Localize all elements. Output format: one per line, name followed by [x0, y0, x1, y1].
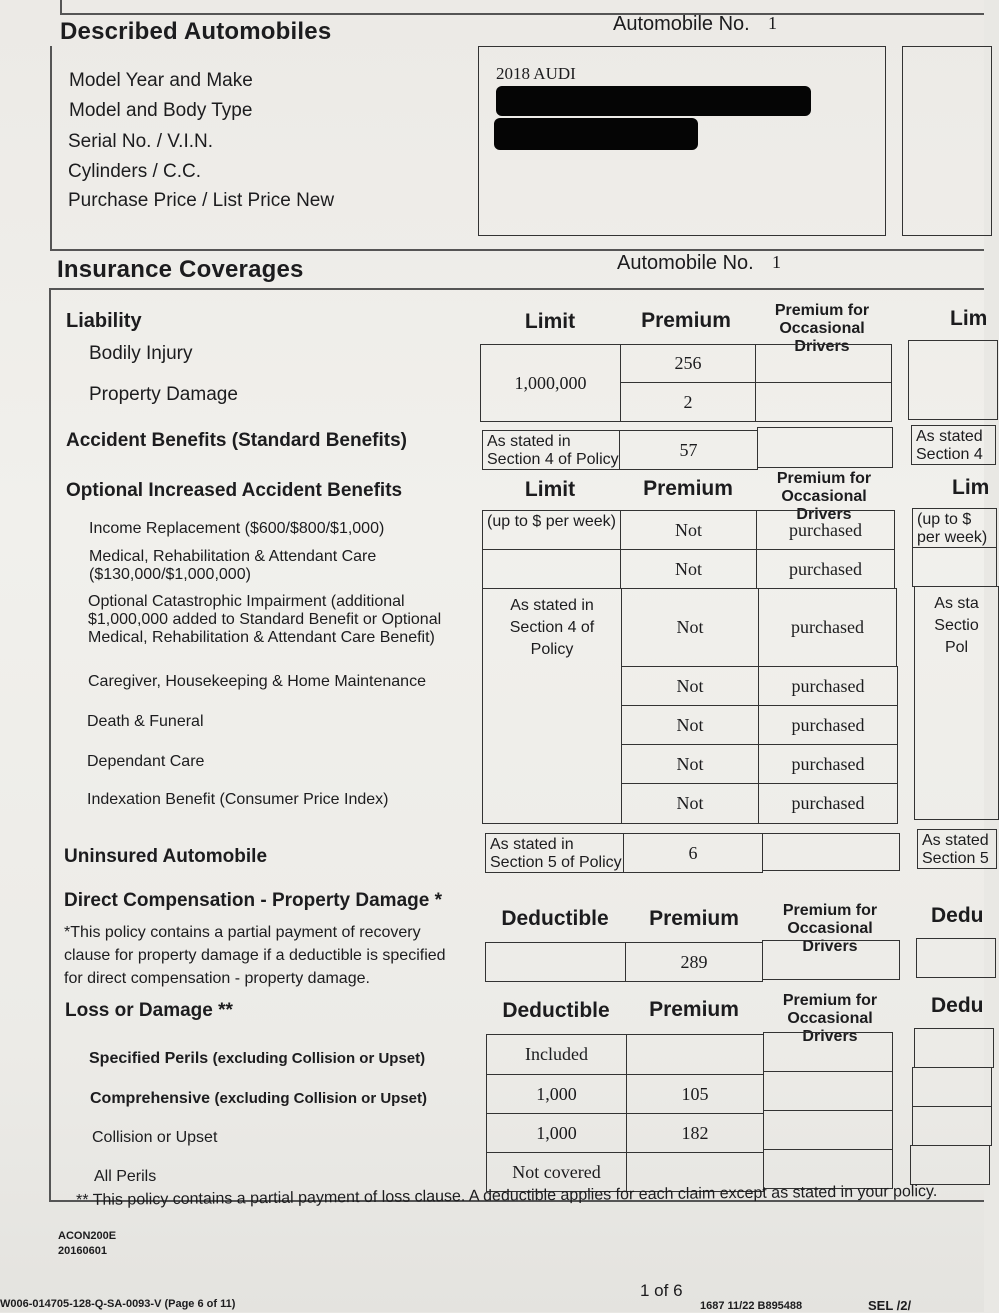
income-limit-cut: (up to $ per week)	[917, 511, 988, 546]
frame-edge	[50, 249, 984, 251]
field-model-year-make: Model Year and Make	[69, 70, 253, 91]
ab-limit: As stated in Section 4 of Policy	[487, 433, 619, 468]
field-model-body-type: Model and Body Type	[69, 100, 253, 121]
coverages-auto-no-label: Automobile No.	[617, 252, 754, 274]
death-occ: purchased	[791, 714, 865, 735]
comprehensive-premium-cell	[626, 1074, 764, 1114]
comprehensive-premium: 105	[681, 1083, 709, 1104]
field-serial-vin: Serial No. / V.I.N.	[68, 131, 214, 152]
specified-deductible-cell	[486, 1034, 627, 1075]
liability-title: Liability	[66, 310, 142, 332]
optional-premium-header: Premium	[643, 477, 733, 500]
uninsured-occ-cell	[762, 833, 900, 871]
comprehensive-qual: (excluding Collision or Upset)	[214, 1090, 428, 1107]
catastrophic-occ: purchased	[791, 617, 864, 637]
form-code: ACON200E	[58, 1230, 117, 1242]
dcpd-premium-occ-header: Premium for Occasional Drivers	[782, 902, 878, 955]
loss-premium-occ-header: Premium for Occasional Drivers	[782, 992, 878, 1045]
death-funeral-label: Death & Funeral	[87, 713, 204, 730]
page-number: 1 of 6	[640, 1281, 683, 1300]
income-limit-cell	[482, 510, 621, 550]
catastrophic-premium: Not	[676, 617, 704, 637]
dependant-care-label: Dependant Care	[87, 753, 205, 770]
income-premium: Not	[675, 519, 702, 540]
document-code-right: SEL /2/	[868, 1298, 912, 1313]
uninsured-premium-cell	[623, 833, 763, 873]
pd-premium-cell	[620, 382, 756, 422]
medical-limit-cell	[482, 549, 621, 589]
limit-header: Limit	[524, 310, 576, 333]
deductible-header-cut: Dedu	[931, 904, 984, 927]
collision-premium-cell	[626, 1113, 764, 1153]
income-limit-cell-2	[912, 508, 997, 548]
uninsured-limit: As stated in Section 5 of Policy	[490, 836, 622, 871]
indexation-occ-cell	[758, 783, 898, 824]
indexation-premium-cell	[621, 783, 759, 824]
shared-limit: As stated in Section 4 of Policy	[509, 597, 595, 658]
shared-limit-cell-2	[914, 586, 999, 820]
medical-premium: Not	[675, 558, 702, 579]
dependant-occ-cell	[758, 744, 898, 784]
frame-edge	[50, 46, 52, 250]
ab-limit-cell-2	[911, 425, 996, 465]
uninsured-limit-cell	[485, 833, 624, 873]
dcpd-note: *This policy contains a partial payment of recovery clause for property damage if a deductible is specified for direct compensation - property damage.	[64, 924, 446, 987]
liability-limit-cell-2	[908, 340, 998, 420]
vehicle-year-make: 2018 AUDI	[496, 64, 576, 83]
collision-deductible-cell	[486, 1113, 627, 1153]
field-purchase-price: Purchase Price / List Price New	[68, 190, 335, 211]
ab-premium: 57	[679, 439, 698, 460]
redaction-bar	[494, 118, 698, 150]
catastrophic-occ-cell	[758, 588, 897, 667]
deductible-header: Deductible	[501, 907, 609, 930]
optional-limit-header: Limit	[524, 478, 576, 501]
uninsured-title: Uninsured Automobile	[64, 846, 268, 867]
comprehensive-occ-cell	[763, 1071, 893, 1111]
dcpd-deductible-cell	[485, 942, 626, 982]
specified-perils-label	[89, 1050, 425, 1068]
collision-label: Collision or Upset	[92, 1129, 218, 1146]
income-occ: purchased	[789, 519, 862, 540]
indexation-occ: purchased	[791, 793, 865, 813]
loss-deductible-cell-5	[910, 1145, 990, 1185]
specified-perils-name: Specified Perils	[89, 1050, 209, 1067]
medical-limit-cell-2	[912, 547, 997, 587]
optional-limit-header-cut: Lim	[952, 476, 990, 499]
dcpd-title: Direct Compensation - Property Damage *	[64, 890, 442, 911]
field-cylinders: Cylinders / C.C.	[68, 161, 202, 182]
collision-deductible: 1,000	[536, 1122, 577, 1143]
vehicle-details-box-2	[902, 46, 992, 236]
dcpd-deductible-cell-2	[916, 938, 996, 978]
caregiver-label: Caregiver, Housekeeping & Home Maintenance	[88, 673, 426, 690]
redaction-bar	[496, 86, 811, 116]
shared-limit-cut: As sta Sectio Pol	[934, 595, 979, 656]
indexation-premium: Not	[676, 793, 704, 813]
comprehensive-deductible: 1,000	[536, 1083, 577, 1104]
collision-premium: 182	[681, 1122, 709, 1143]
income-premium-cell	[620, 510, 757, 550]
ab-limit-cut: As stated Section 4	[916, 428, 983, 463]
dependant-premium: Not	[676, 753, 704, 774]
medical-occ: purchased	[789, 558, 862, 579]
medical-rehab-label: Medical, Rehabilitation & Attendant Care ($130,000/$1,000,000)	[89, 548, 377, 583]
specified-deductible: Included	[525, 1044, 588, 1064]
medical-occ-cell	[756, 549, 895, 589]
specified-perils-qual: (excluding Collision or Upset)	[212, 1050, 426, 1067]
all-perils-label: All Perils	[94, 1168, 157, 1185]
shared-limit-cell	[482, 588, 622, 824]
liability-limit: 1,000,000	[514, 372, 587, 393]
dcpd-occ-cell	[762, 940, 900, 980]
death-occ-cell	[758, 705, 898, 745]
uninsured-limit-cell-2	[917, 829, 997, 869]
income-limit: (up to $ per week)	[487, 513, 616, 530]
described-auto-no: 1	[768, 13, 777, 33]
loss-deductible-cell-3	[912, 1067, 992, 1107]
bodily-injury-label: Bodily Injury	[89, 343, 193, 364]
income-replacement-label: Income Replacement ($600/$800/$1,000)	[89, 520, 385, 537]
uninsured-limit-cut: As stated Section 5	[922, 832, 989, 867]
coverages-auto-no: 1	[772, 252, 781, 272]
comprehensive-deductible-cell	[486, 1074, 627, 1114]
bi-premium-cell	[620, 344, 756, 383]
specified-occ-cell	[763, 1032, 893, 1072]
medical-premium-cell	[620, 549, 757, 589]
described-auto-no-label: Automobile No.	[613, 13, 750, 35]
loss-deductible-header-cut: Dedu	[931, 994, 984, 1017]
death-premium: Not	[676, 714, 704, 735]
frame-edge	[60, 0, 62, 14]
premium-header: Premium	[641, 309, 731, 332]
dcpd-premium: 289	[680, 951, 708, 972]
insurance-coverages-title: Insurance Coverages	[57, 256, 304, 283]
loss-damage-title: Loss or Damage **	[65, 1000, 233, 1021]
ab-premium-cell	[619, 430, 758, 470]
optional-benefits-title: Optional Increased Accident Benefits	[66, 480, 403, 501]
premium-occasional-header: Premium for Occasional Drivers	[774, 302, 870, 355]
optional-premium-occ-header: Premium for Occasional Drivers	[776, 470, 872, 523]
caregiver-premium-cell	[621, 666, 759, 706]
loss-deductible-cell-4	[912, 1106, 992, 1146]
specified-premium-cell	[626, 1034, 764, 1075]
ab-limit-cell	[482, 430, 620, 470]
bi-occ-cell	[755, 344, 892, 383]
dcpd-premium-cell	[625, 942, 763, 982]
dcpd-premium-header: Premium	[649, 907, 739, 930]
uninsured-premium: 6	[688, 842, 698, 863]
dependant-occ: purchased	[791, 753, 865, 774]
comprehensive-name: Comprehensive	[90, 1090, 211, 1107]
ab-occ-cell	[757, 427, 893, 468]
indexation-label: Indexation Benefit (Consumer Price Index)	[87, 791, 389, 808]
pd-premium: 2	[683, 391, 693, 412]
accident-benefits-title: Accident Benefits (Standard Benefits)	[66, 430, 407, 451]
frame-edge	[60, 13, 984, 15]
loss-footnote: ** This policy contains a partial payment of loss clause. A deductible applies for each claim except as stated in your policy.	[76, 1182, 938, 1209]
caregiver-occ: purchased	[791, 675, 865, 696]
catastrophic-premium-cell	[621, 588, 759, 667]
death-premium-cell	[621, 705, 759, 745]
caregiver-premium: Not	[676, 675, 704, 696]
pd-occ-cell	[755, 382, 892, 422]
collision-occ-cell	[763, 1110, 893, 1150]
loss-deductible-header: Deductible	[502, 999, 610, 1022]
comprehensive-label	[90, 1090, 427, 1108]
loss-deductible-cell-2	[914, 1028, 994, 1068]
document-code-middle: 1687 11/22 B895488	[700, 1300, 803, 1312]
liability-limit-cell	[480, 344, 621, 422]
document-code-left: W006-014705-128-Q-SA-0093-V (Page 6 of 11)	[0, 1298, 236, 1310]
form-date: 20160601	[58, 1245, 107, 1257]
property-damage-label: Property Damage	[89, 384, 238, 405]
limit-header-cut: Lim	[950, 307, 988, 330]
caregiver-occ-cell	[758, 666, 898, 706]
loss-premium-header: Premium	[649, 998, 739, 1021]
dependant-premium-cell	[621, 744, 759, 784]
described-automobiles-title: Described Automobiles	[60, 18, 332, 45]
frame-edge	[49, 288, 984, 290]
frame-edge	[49, 289, 51, 1201]
bi-premium: 256	[674, 353, 702, 373]
income-occ-cell	[756, 510, 895, 550]
catastrophic-label: Optional Catastrophic Impairment (additional $1,000,000 added to Standard Benefit or Optional Medical, Rehabilitation & Attendant Care Benefit)	[88, 593, 442, 646]
all-perils-deductible: Not covered	[512, 1161, 601, 1182]
